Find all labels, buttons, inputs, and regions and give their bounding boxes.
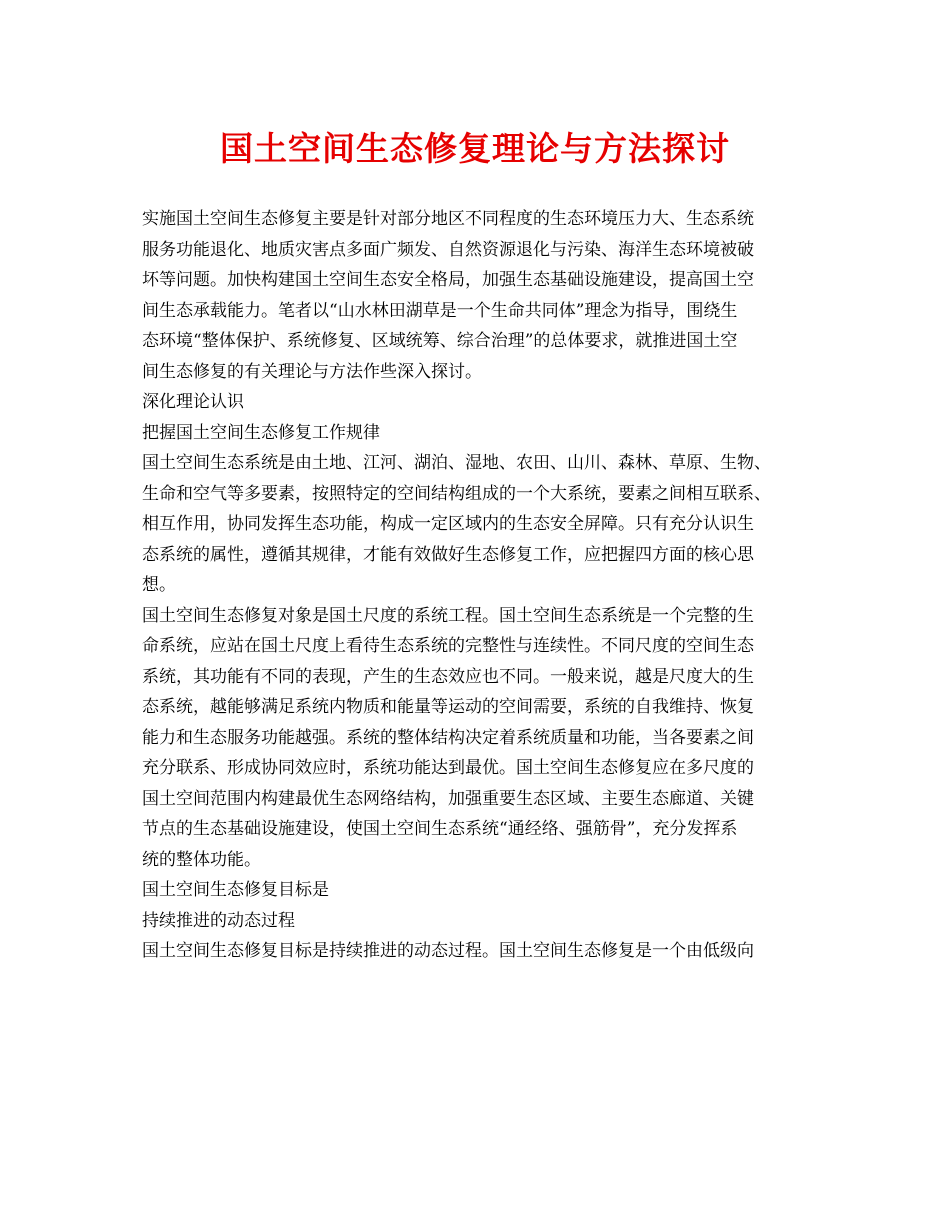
- body-line: 实施国土空间生态修复主要是针对部分地区不同程度的生态环境压力大、生态系统: [142, 209, 754, 229]
- document-title: 国土空间生态修复理论与方法探讨: [220, 129, 730, 168]
- body-line: 间生态承载能力。笔者以“山水林田湖草是一个生命共同体”理念为指导，围绕生: [142, 300, 738, 321]
- section-subheading: 持续推进的动态过程: [142, 910, 295, 931]
- body-line: 想。: [142, 575, 176, 595]
- body-line: 国土空间范围内构建最优生态网络结构，加强重要生态区域、主要生态廊道、关键: [142, 788, 754, 809]
- body-line: 能力和生态服务功能越强。系统的整体结构决定着系统质量和功能，当各要素之间: [142, 727, 754, 748]
- body-line: 国土空间生态修复对象是国土尺度的系统工程。国土空间生态系统是一个完整的生: [142, 605, 754, 626]
- body-line: 国土空间生态系统是由土地、江河、湖泊、湿地、农田、山川、森林、草原、生物、: [142, 453, 771, 473]
- body-line: 态系统的属性，遵循其规律，才能有效做好生态修复工作，应把握四方面的核心思: [142, 544, 754, 565]
- body-line: 统的整体功能。: [142, 849, 261, 870]
- body-line: 坏等问题。加快构建国土空间生态安全格局，加强生态基础设施建设，提高国土空: [142, 270, 754, 290]
- body-line: 命系统，应站在国土尺度上看待生态系统的完整性与连续性。不同尺度的空间生态: [142, 636, 754, 656]
- body-line: 国土空间生态修复目标是持续推进的动态过程。国土空间生态修复是一个由低级向: [142, 941, 754, 961]
- body-line: 充分联系、形成协同效应时，系统功能达到最优。国土空间生态修复应在多尺度的: [142, 758, 754, 778]
- body-line: 态环境“整体保护、系统修复、区域统筹、综合治理”的总体要求，就推进国土空: [142, 331, 738, 351]
- body-line: 节点的生态基础设施建设，使国土空间生态系统“通经络、强筋骨”，充分发挥系: [142, 819, 738, 839]
- body-line: 间生态修复的有关理论与方法作些深入探讨。: [142, 361, 482, 382]
- body-line: 生命和空气等多要素，按照特定的空间结构组成的一个大系统，要素之间相互联系、: [142, 483, 771, 504]
- document-body: [142, 204, 826, 967]
- section-heading: 国土空间生态修复目标是: [142, 880, 329, 900]
- body-line: 态系统，越能够满足系统内物质和能量等运动的空间需要，系统的自我维持、恢复: [142, 697, 754, 717]
- body-line: 相互作用，协同发挥生态功能，构成一定区域内的生态安全屏障。只有充分认识生: [142, 514, 754, 534]
- body-line: 服务功能退化、地质灾害点多面广频发、自然资源退化与污染、海洋生态环境被破: [142, 239, 754, 260]
- section-heading: 深化理论认识: [142, 392, 244, 412]
- section-subheading: 把握国土空间生态修复工作规律: [142, 422, 380, 443]
- body-line: 系统，其功能有不同的表现，产生的生态效应也不同。一般来说，越是尺度大的生: [142, 666, 754, 687]
